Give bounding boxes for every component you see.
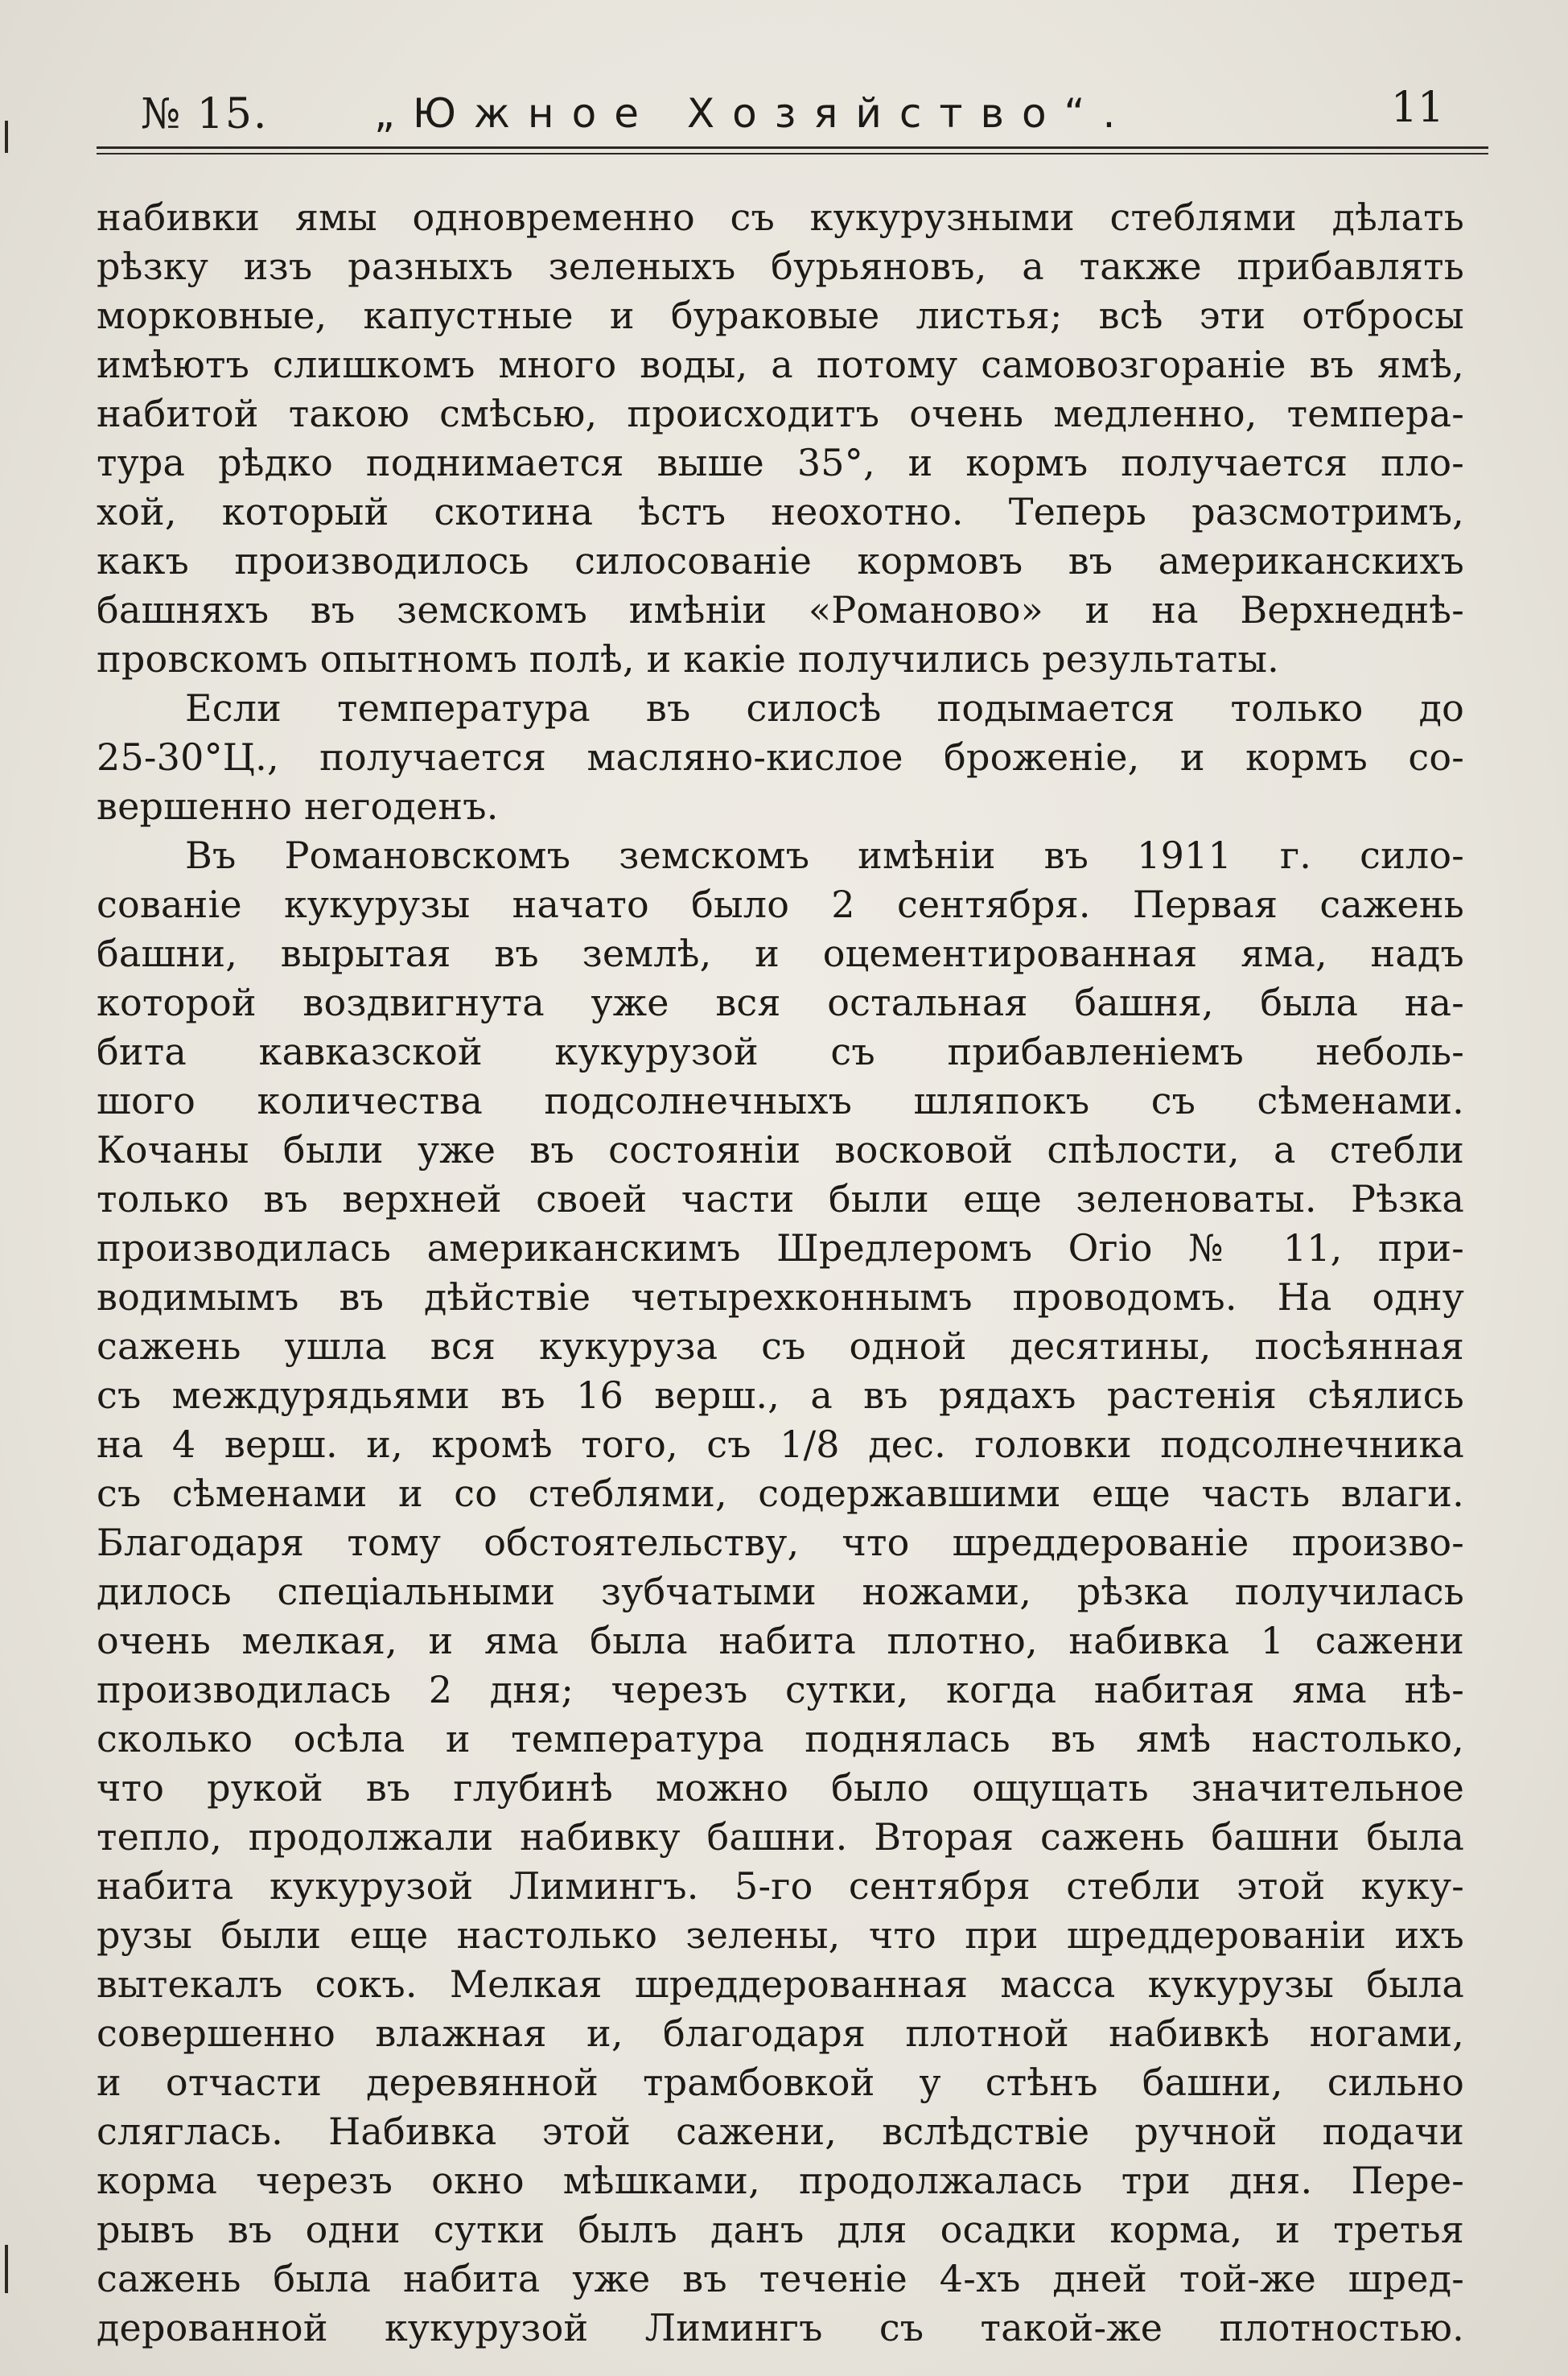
text-line: башни, вырытая въ землѣ, и оцементированная яма, надъ xyxy=(97,932,1464,975)
header-rule-thin xyxy=(97,153,1488,154)
text-line: имѣютъ слишкомъ много воды, а потому самовозгораніе въ ямѣ, xyxy=(97,343,1464,386)
text-line: бита кавказской кукурузой съ прибавленіемъ неболь- xyxy=(97,1030,1464,1073)
text-line: съ междурядьями въ 16 верш., а въ рядахъ растенія сѣялись xyxy=(97,1373,1464,1417)
text-line: вершенно негоденъ. xyxy=(97,784,499,828)
text-line: провскомъ опытномъ полѣ, и какіе получились результаты. xyxy=(97,637,1279,681)
page-edge-mark xyxy=(5,121,8,153)
text-line: и отчасти деревянной трамбовкой у стѣнъ башни, сильно xyxy=(97,2061,1464,2104)
text-line: очень мелкая, и яма была набита плотно, набивка 1 сажени xyxy=(97,1619,1464,1662)
text-line: какъ производилось силосованіе кормовъ въ американскихъ xyxy=(97,539,1464,583)
text-line: башняхъ въ земскомъ имѣніи «Романово» и на Верхнеднѣ- xyxy=(97,588,1464,632)
text-line: которой воздвигнута уже вся остальная башня, была на- xyxy=(97,981,1464,1024)
text-line: морковные, капустные и бураковые листья; всѣ эти отбросы xyxy=(97,294,1464,337)
text-line: корма черезъ окно мѣшками, продолжалась три дня. Пере- xyxy=(97,2159,1464,2202)
text-line: что рукой въ глубинѣ можно было ощущать значительное xyxy=(97,1766,1464,1810)
text-line: Кочаны были уже въ состояніи восковой спѣлости, а стебли xyxy=(97,1128,1464,1172)
text-line: тура рѣдко поднимается выше 35°, и кормъ получается пло- xyxy=(97,441,1464,484)
text-line: дерованной кукурузой Лимингъ съ такой-же плотностью. xyxy=(97,2306,1464,2349)
text-line: набитой такою смѣсью, происходитъ очень медленно, темпера- xyxy=(97,392,1464,435)
issue-number: № 15. xyxy=(141,90,269,138)
page-number: 11 xyxy=(1390,84,1444,132)
text-line: водимымъ въ дѣйствіе четырехконнымъ проводомъ. На одну xyxy=(97,1275,1464,1319)
text-line: шого количества подсолнечныхъ шляпокъ съ сѣменами. xyxy=(97,1079,1464,1122)
article-body xyxy=(97,193,1464,2353)
running-header xyxy=(97,80,1488,145)
text-line: хой, который скотина ѣстъ неохотно. Теперь разсмотримъ, xyxy=(97,490,1464,533)
text-line: сляглась. Набивка этой сажени, вслѣдствіе ручной подачи xyxy=(97,2110,1464,2153)
text-line: сованіе кукурузы начато было 2 сентября. Первая сажень xyxy=(97,883,1464,926)
text-line: тепло, продолжали набивку башни. Вторая сажень башни была xyxy=(97,1815,1464,1859)
text-line: вытекалъ сокъ. Мелкая шреддерованная масса кукурузы была xyxy=(97,1962,1464,2006)
text-line: набивки ямы одновременно съ кукурузными стеблями дѣлать xyxy=(97,196,1464,239)
text-line: производилась 2 дня; черезъ сутки, когда набитая яма нѣ- xyxy=(97,1668,1464,1711)
text-line: 25-30°Ц., получается масляно-кислое броженіе, и кормъ со- xyxy=(97,735,1464,779)
text-line: дилось спеціальными зубчатыми ножами, рѣзка получилась xyxy=(97,1570,1464,1613)
text-line: сажень ушла вся кукуруза съ одной десятины, посѣянная xyxy=(97,1324,1464,1368)
text-line: съ сѣменами и со стеблями, содержавшими еще часть влаги. xyxy=(97,1472,1464,1515)
paragraph-start-line: Если температура въ силосѣ подымается только до xyxy=(185,686,1464,730)
text-line: на 4 верш. и, кромѣ того, съ 1/8 дес. головки подсолнечника xyxy=(97,1423,1464,1466)
text-line: рузы были еще настолько зелены, что при шреддерованіи ихъ xyxy=(97,1913,1464,1957)
paragraph-start-line: Въ Романовскомъ земскомъ имѣніи въ 1911 г. сило- xyxy=(185,834,1464,877)
text-line: Благодаря тому обстоятельству, что шреддерованіе произво- xyxy=(97,1521,1464,1564)
text-line: сколько осѣла и температура поднялась въ ямѣ настолько, xyxy=(97,1717,1464,1760)
text-line: рѣзку изъ разныхъ зеленыхъ бурьяновъ, а также прибавлять xyxy=(97,245,1464,288)
header-rule-thick xyxy=(97,146,1488,149)
text-line: производилась американскимъ Шредлеромъ Огіо № 11, при- xyxy=(97,1226,1464,1270)
journal-title: „Южное Хозяйство“. xyxy=(374,90,1134,137)
page-edge-mark xyxy=(5,2245,8,2293)
text-line: только въ верхней своей части были еще зеленоваты. Рѣзка xyxy=(97,1177,1464,1221)
text-line: совершенно влажная и, благодаря плотной набивкѣ ногами, xyxy=(97,2012,1464,2055)
text-line: набита кукурузой Лимингъ. 5-го сентября стебли этой куку- xyxy=(97,1864,1464,1908)
text-line: сажень была набита уже въ теченіе 4-хъ дней той-же шред- xyxy=(97,2257,1464,2300)
text-line: рывъ въ одни сутки былъ данъ для осадки корма, и третья xyxy=(97,2208,1464,2251)
